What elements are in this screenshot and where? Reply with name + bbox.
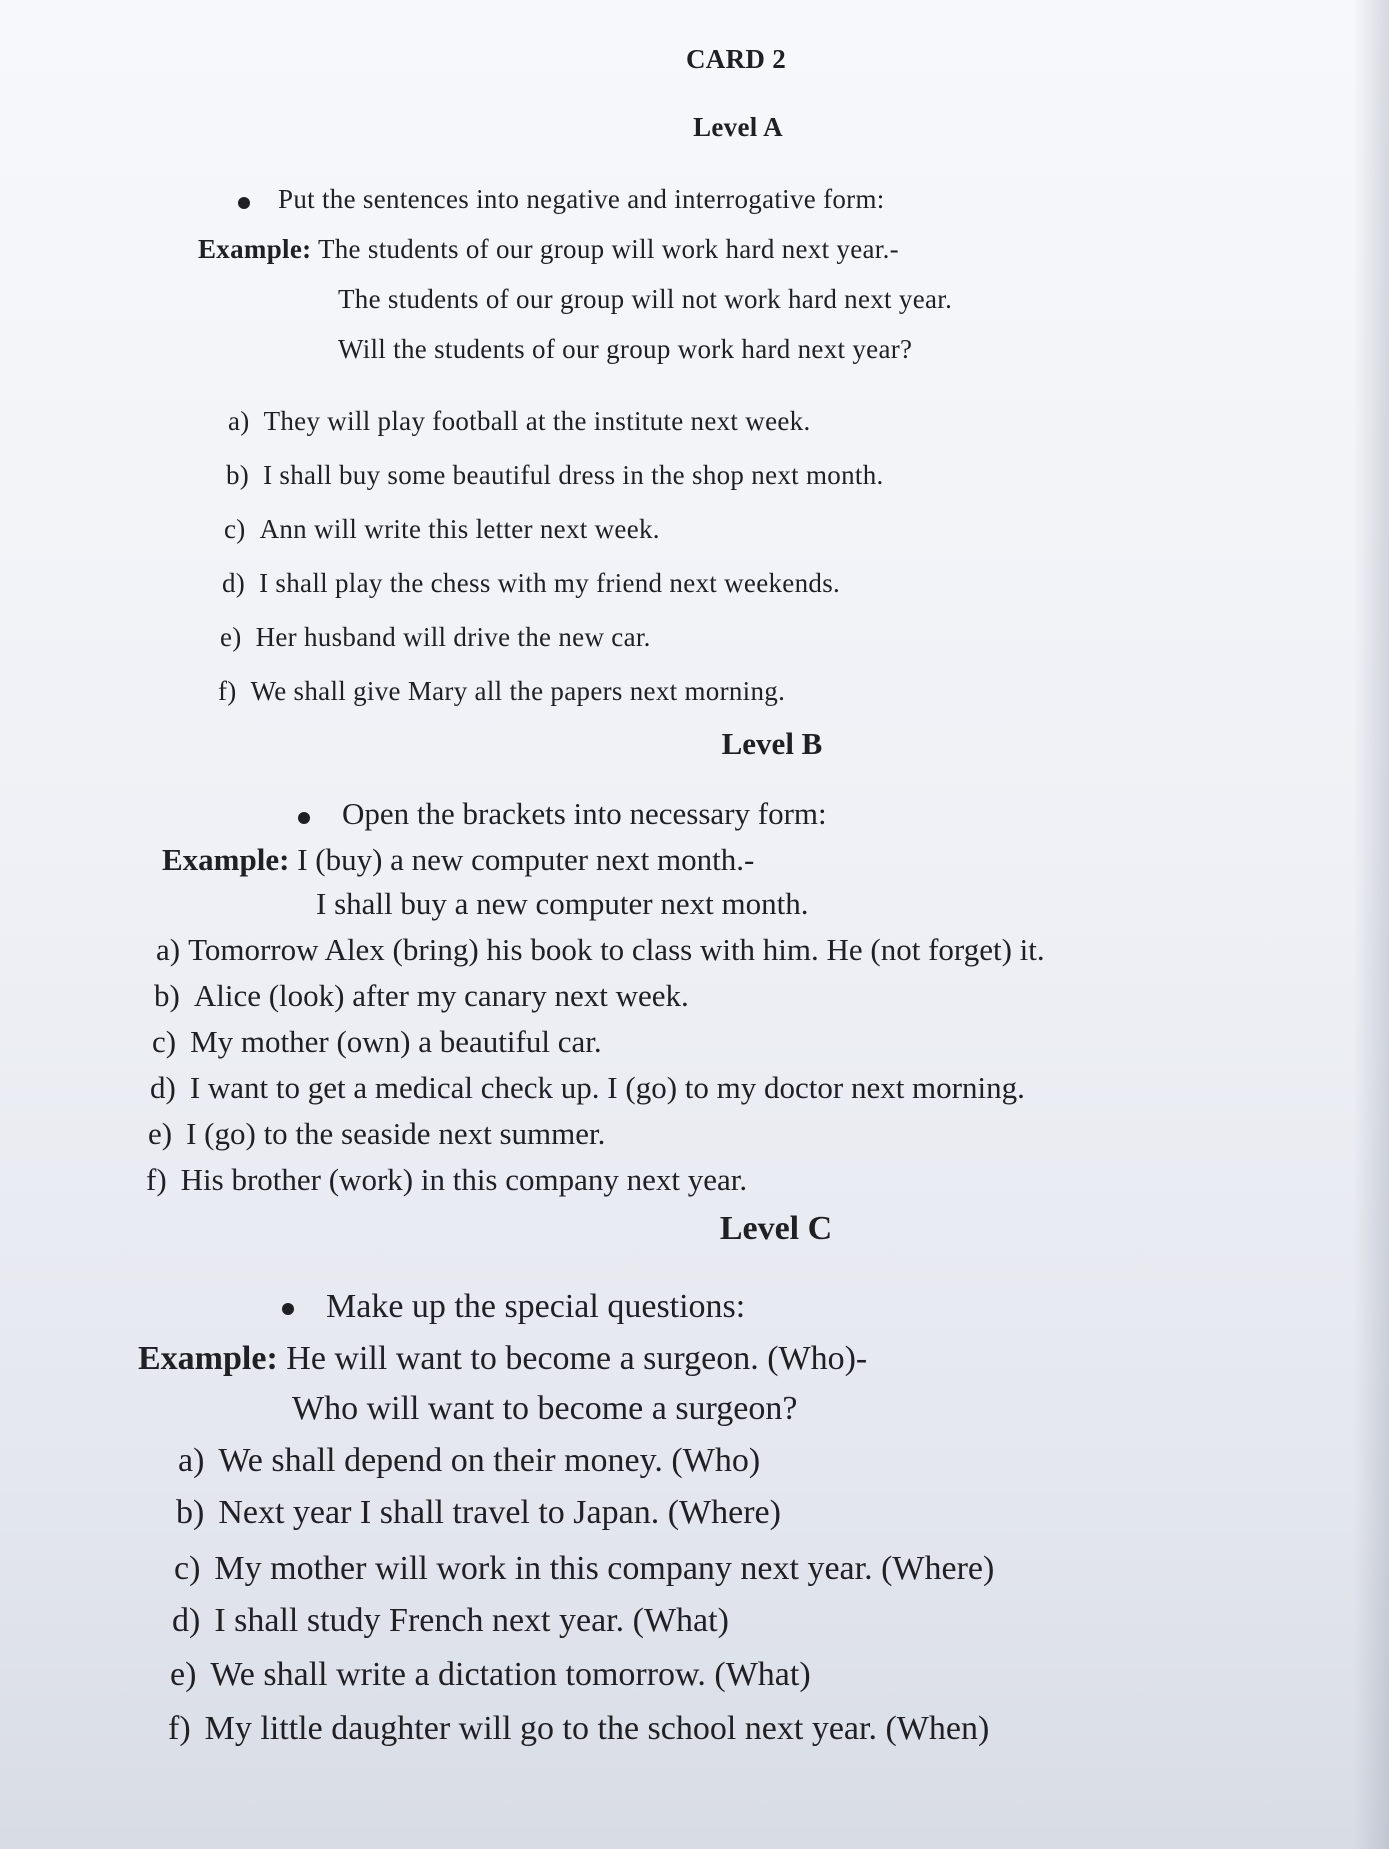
list-item: [146, 1162, 747, 1198]
level-c-example: [138, 1340, 867, 1378]
item-text: His brother (work) in this company next year.: [180, 1162, 748, 1197]
item-text: We shall depend on their money. (Who): [218, 1442, 761, 1479]
item-marker: d): [222, 568, 246, 598]
bullet-icon: [238, 197, 250, 209]
item-marker: a): [156, 932, 181, 967]
item-text: My mother will work in this company next year. (Where): [214, 1550, 995, 1587]
item-marker: f): [146, 1162, 167, 1197]
level-b-task: Open the brackets into necessary form:: [342, 796, 827, 831]
bullet-icon: [282, 1303, 294, 1315]
item-marker: d): [150, 1070, 176, 1105]
list-item: [152, 1024, 602, 1060]
list-item: [220, 622, 651, 653]
item-marker: a): [178, 1442, 205, 1479]
item-marker: b): [154, 978, 180, 1013]
example-answer: I shall buy a new computer next month.: [316, 886, 809, 921]
example-sentence: The students of our group will work hard next year.-: [317, 234, 899, 264]
item-marker: c): [224, 514, 246, 544]
item-marker: c): [152, 1024, 177, 1059]
item-marker: e): [170, 1656, 197, 1693]
item-marker: b): [226, 460, 250, 490]
example-answer: Will the students of our group work hard next year?: [338, 334, 913, 364]
item-text: We shall write a dictation tomorrow. (What): [210, 1656, 811, 1693]
item-text: They will play football at the institute next week.: [263, 406, 811, 436]
list-item: [218, 676, 785, 707]
list-item: [228, 406, 811, 437]
example-label: Example:: [198, 234, 312, 264]
list-item: [168, 1710, 989, 1748]
bullet-icon: [298, 812, 310, 824]
list-item: [176, 1494, 781, 1532]
level-c-heading: Level C: [719, 1210, 833, 1247]
item-marker: d): [172, 1602, 201, 1639]
item-marker: f): [218, 676, 237, 706]
example-sentence: He will want to become a surgeon. (Who)-: [286, 1340, 868, 1377]
item-text: Tomorrow Alex (bring) his book to class with him. He (not forget) it.: [188, 932, 1045, 967]
item-marker: e): [220, 622, 242, 652]
item-text: We shall give Mary all the papers next morning.: [250, 676, 786, 706]
list-item: [222, 568, 840, 599]
card-title: CARD 2: [685, 44, 787, 74]
level-a-task: Put the sentences into negative and interrogative form:: [278, 184, 885, 214]
item-marker: f): [168, 1710, 191, 1747]
item-text: My little daughter will go to the school next year. (When): [204, 1710, 990, 1747]
list-item: [156, 932, 1045, 968]
level-a-heading: Level A: [693, 112, 783, 142]
item-marker: b): [176, 1494, 205, 1531]
item-text: Her husband will drive the new car.: [255, 622, 651, 652]
item-marker: a): [228, 406, 250, 436]
example-label: Example:: [162, 842, 290, 877]
item-text: I shall study French next year. (What): [214, 1602, 729, 1639]
example-answer: The students of our group will not work hard next year.: [338, 284, 953, 314]
item-text: Ann will write this letter next week.: [259, 514, 660, 544]
list-item: [170, 1656, 811, 1694]
list-item: [224, 514, 660, 545]
example-sentence: I (buy) a new computer next month.-: [297, 842, 755, 877]
list-item: [148, 1116, 605, 1152]
list-item: [172, 1602, 729, 1640]
example-label: Example:: [138, 1340, 278, 1377]
level-b-heading: Level B: [721, 726, 823, 761]
list-item: [226, 460, 884, 491]
list-item: [150, 1070, 1025, 1106]
item-text: Next year I shall travel to Japan. (Where): [218, 1494, 781, 1531]
list-item: [178, 1442, 760, 1480]
item-text: I (go) to the seaside next summer.: [186, 1116, 606, 1151]
list-item: [174, 1550, 994, 1588]
level-a-example: [198, 234, 899, 265]
item-text: I want to get a medical check up. I (go) to my doctor next morning.: [189, 1070, 1025, 1105]
level-c-task: Make up the special questions:: [326, 1288, 746, 1325]
item-text: I shall buy some beautiful dress in the shop next month.: [263, 460, 884, 490]
level-b-example: [162, 842, 754, 878]
item-marker: e): [148, 1116, 173, 1151]
item-text: My mother (own) a beautiful car.: [190, 1024, 602, 1059]
item-text: I shall play the chess with my friend next weekends.: [259, 568, 841, 598]
item-text: Alice (look) after my canary next week.: [193, 978, 689, 1013]
list-item: [154, 978, 689, 1014]
example-answer: Who will want to become a surgeon?: [292, 1390, 798, 1427]
item-marker: c): [174, 1550, 201, 1587]
